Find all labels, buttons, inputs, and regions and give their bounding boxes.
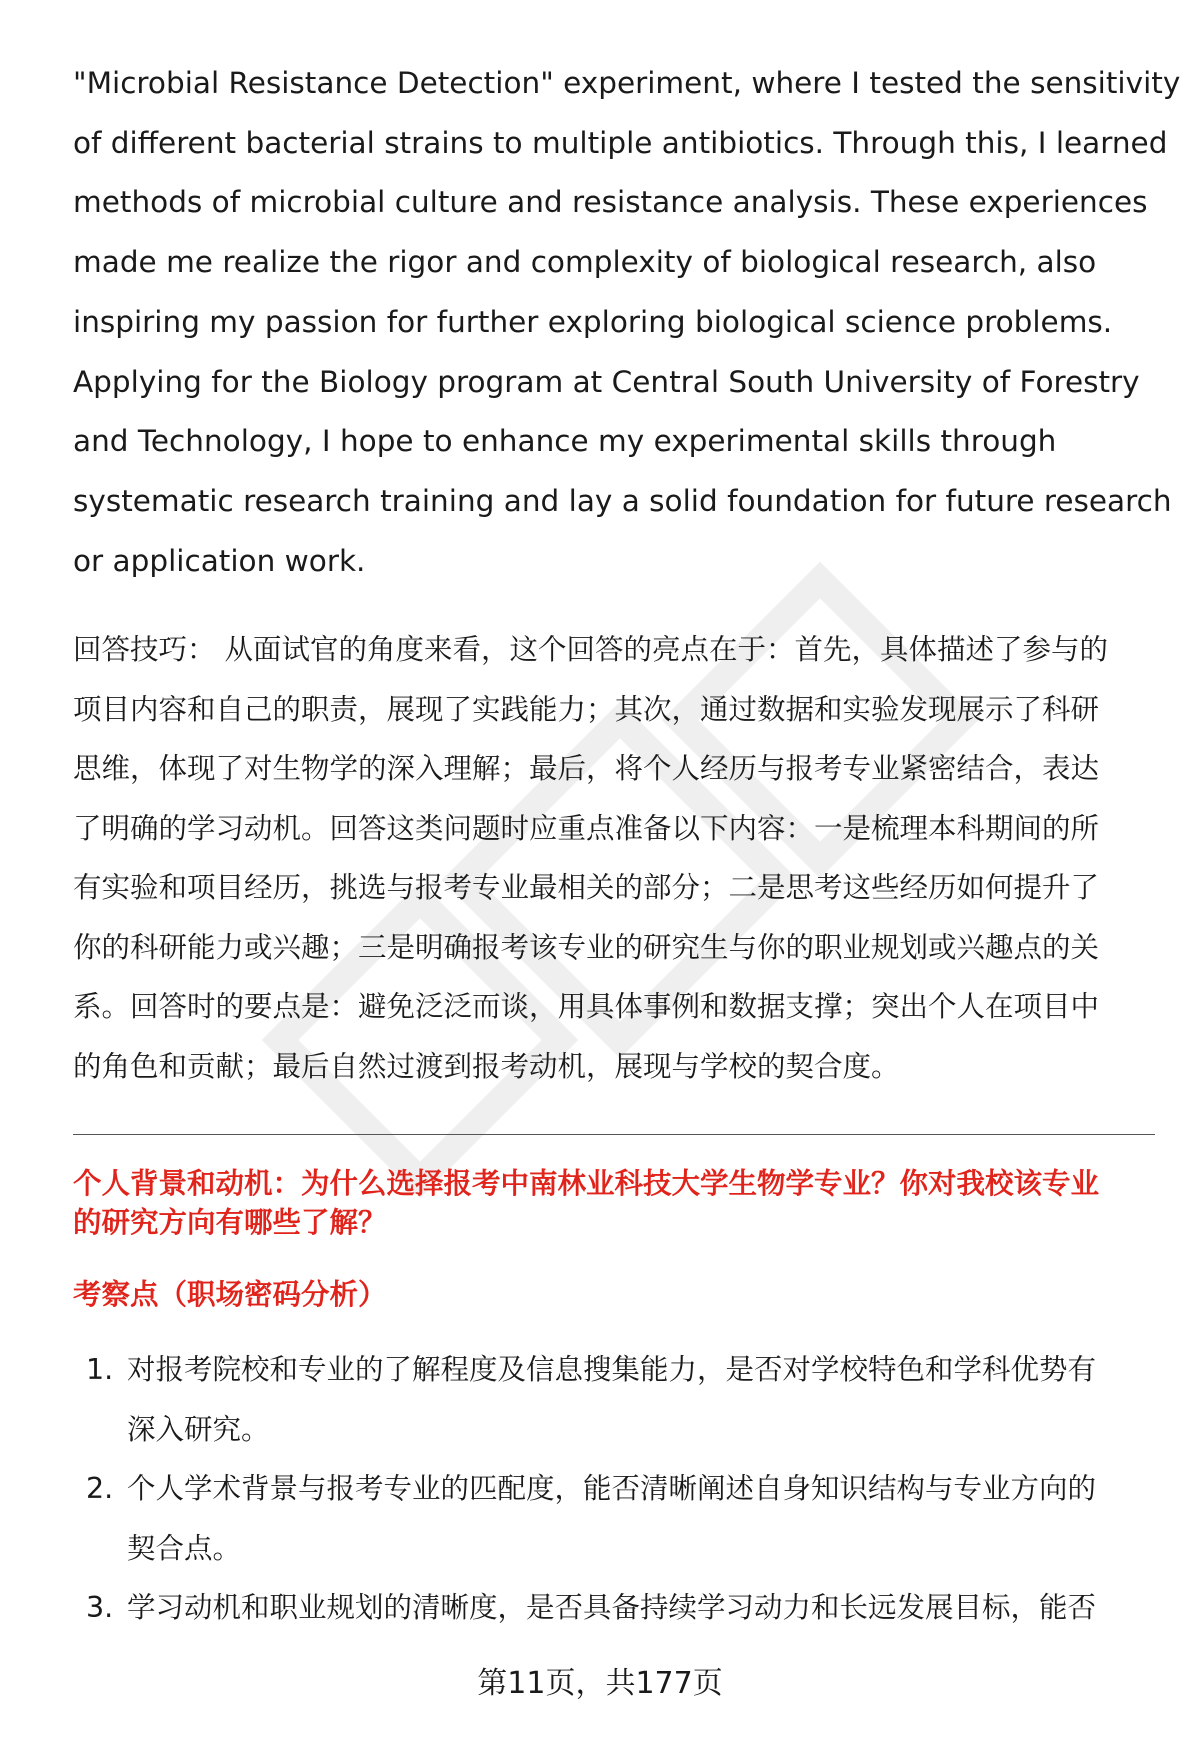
list-line: 学习动机和职业规划的清晰度，是否具备持续学习动力和长远发展目标，能否 <box>127 1591 1097 1625</box>
list-line: 深入研究。 <box>127 1412 270 1446</box>
text-line: 你的科研能力或兴趣；三是明确报考该专业的研究生与你的职业规划或兴趣点的关 <box>73 930 1100 964</box>
text-line: 项目内容和自己的职责，展现了实践能力；其次，通过数据和实验发现展示了科研 <box>73 692 1100 726</box>
list-number: 2. <box>86 1472 114 1506</box>
text-line: 系。回答时的要点是：避免泛泛而谈，用具体事例和数据支撑；突出个人在项目中 <box>73 990 1100 1024</box>
section-divider <box>73 1134 1155 1135</box>
text-line: Applying for the Biology program at Central South University of Forestry <box>73 364 1140 399</box>
list-line: 契合点。 <box>127 1531 242 1565</box>
list-item <box>73 1459 1158 1578</box>
exam-point-list <box>73 1340 1158 1638</box>
text-line: made me realize the rigor and complexity of biological research, also <box>73 245 1097 280</box>
text-line: 回答技巧： 从面试官的角度来看，这个回答的亮点在于：首先，具体描述了参与的 <box>73 633 1109 667</box>
answer-tips-paragraph <box>73 620 1158 1096</box>
text-line: or application work. <box>73 543 366 578</box>
page-footer: 第11页，共177页 <box>477 1666 723 1701</box>
list-line: 个人学术背景与报考专业的匹配度，能否清晰阐述自身知识结构与专业方向的 <box>127 1472 1097 1506</box>
text-line: of different bacterial strains to multiple antibiotics. Through this, I learned <box>73 125 1168 160</box>
exam-point-heading: 考察点（职场密码分析） <box>73 1278 387 1312</box>
text-line: 了明确的学习动机。回答这类问题时应重点准备以下内容：一是梳理本科期间的所 <box>73 811 1100 845</box>
text-line: 的角色和贡献；最后自然过渡到报考动机，展现与学校的契合度。 <box>73 1049 900 1083</box>
text-line: methods of microbial culture and resistance analysis. These experiences <box>73 185 1148 220</box>
list-number: 1. <box>86 1353 114 1387</box>
question-line: 的研究方向有哪些了解？ <box>73 1206 387 1240</box>
text-line: 有实验和项目经历，挑选与报考专业最相关的部分；二是思考这些经历如何提升了 <box>73 871 1100 905</box>
text-line: "Microbial Resistance Detection" experiment, where I tested the sensitivity <box>73 66 1181 100</box>
text-line: systematic research training and lay a solid foundation for future research <box>73 483 1172 518</box>
list-line: 对报考院校和专业的了解程度及信息搜集能力，是否对学校特色和学科优势有 <box>127 1353 1097 1387</box>
text-line: 思维，体现了对生物学的深入理解；最后，将个人经历与报考专业紧密结合，表达 <box>73 752 1100 786</box>
list-item <box>73 1340 1158 1459</box>
list-item <box>73 1578 1158 1638</box>
question-line: 个人背景和动机：为什么选择报考中南林业科技大学生物学专业？你对我校该专业 <box>73 1167 1100 1201</box>
text-line: inspiring my passion for further exploring biological science problems. <box>73 304 1113 339</box>
answer-paragraph <box>73 54 1181 591</box>
list-number: 3. <box>86 1591 114 1625</box>
page-content <box>73 54 1181 1638</box>
text-line: and Technology, I hope to enhance my experimental skills through <box>73 424 1057 459</box>
question-heading <box>73 1164 1158 1242</box>
